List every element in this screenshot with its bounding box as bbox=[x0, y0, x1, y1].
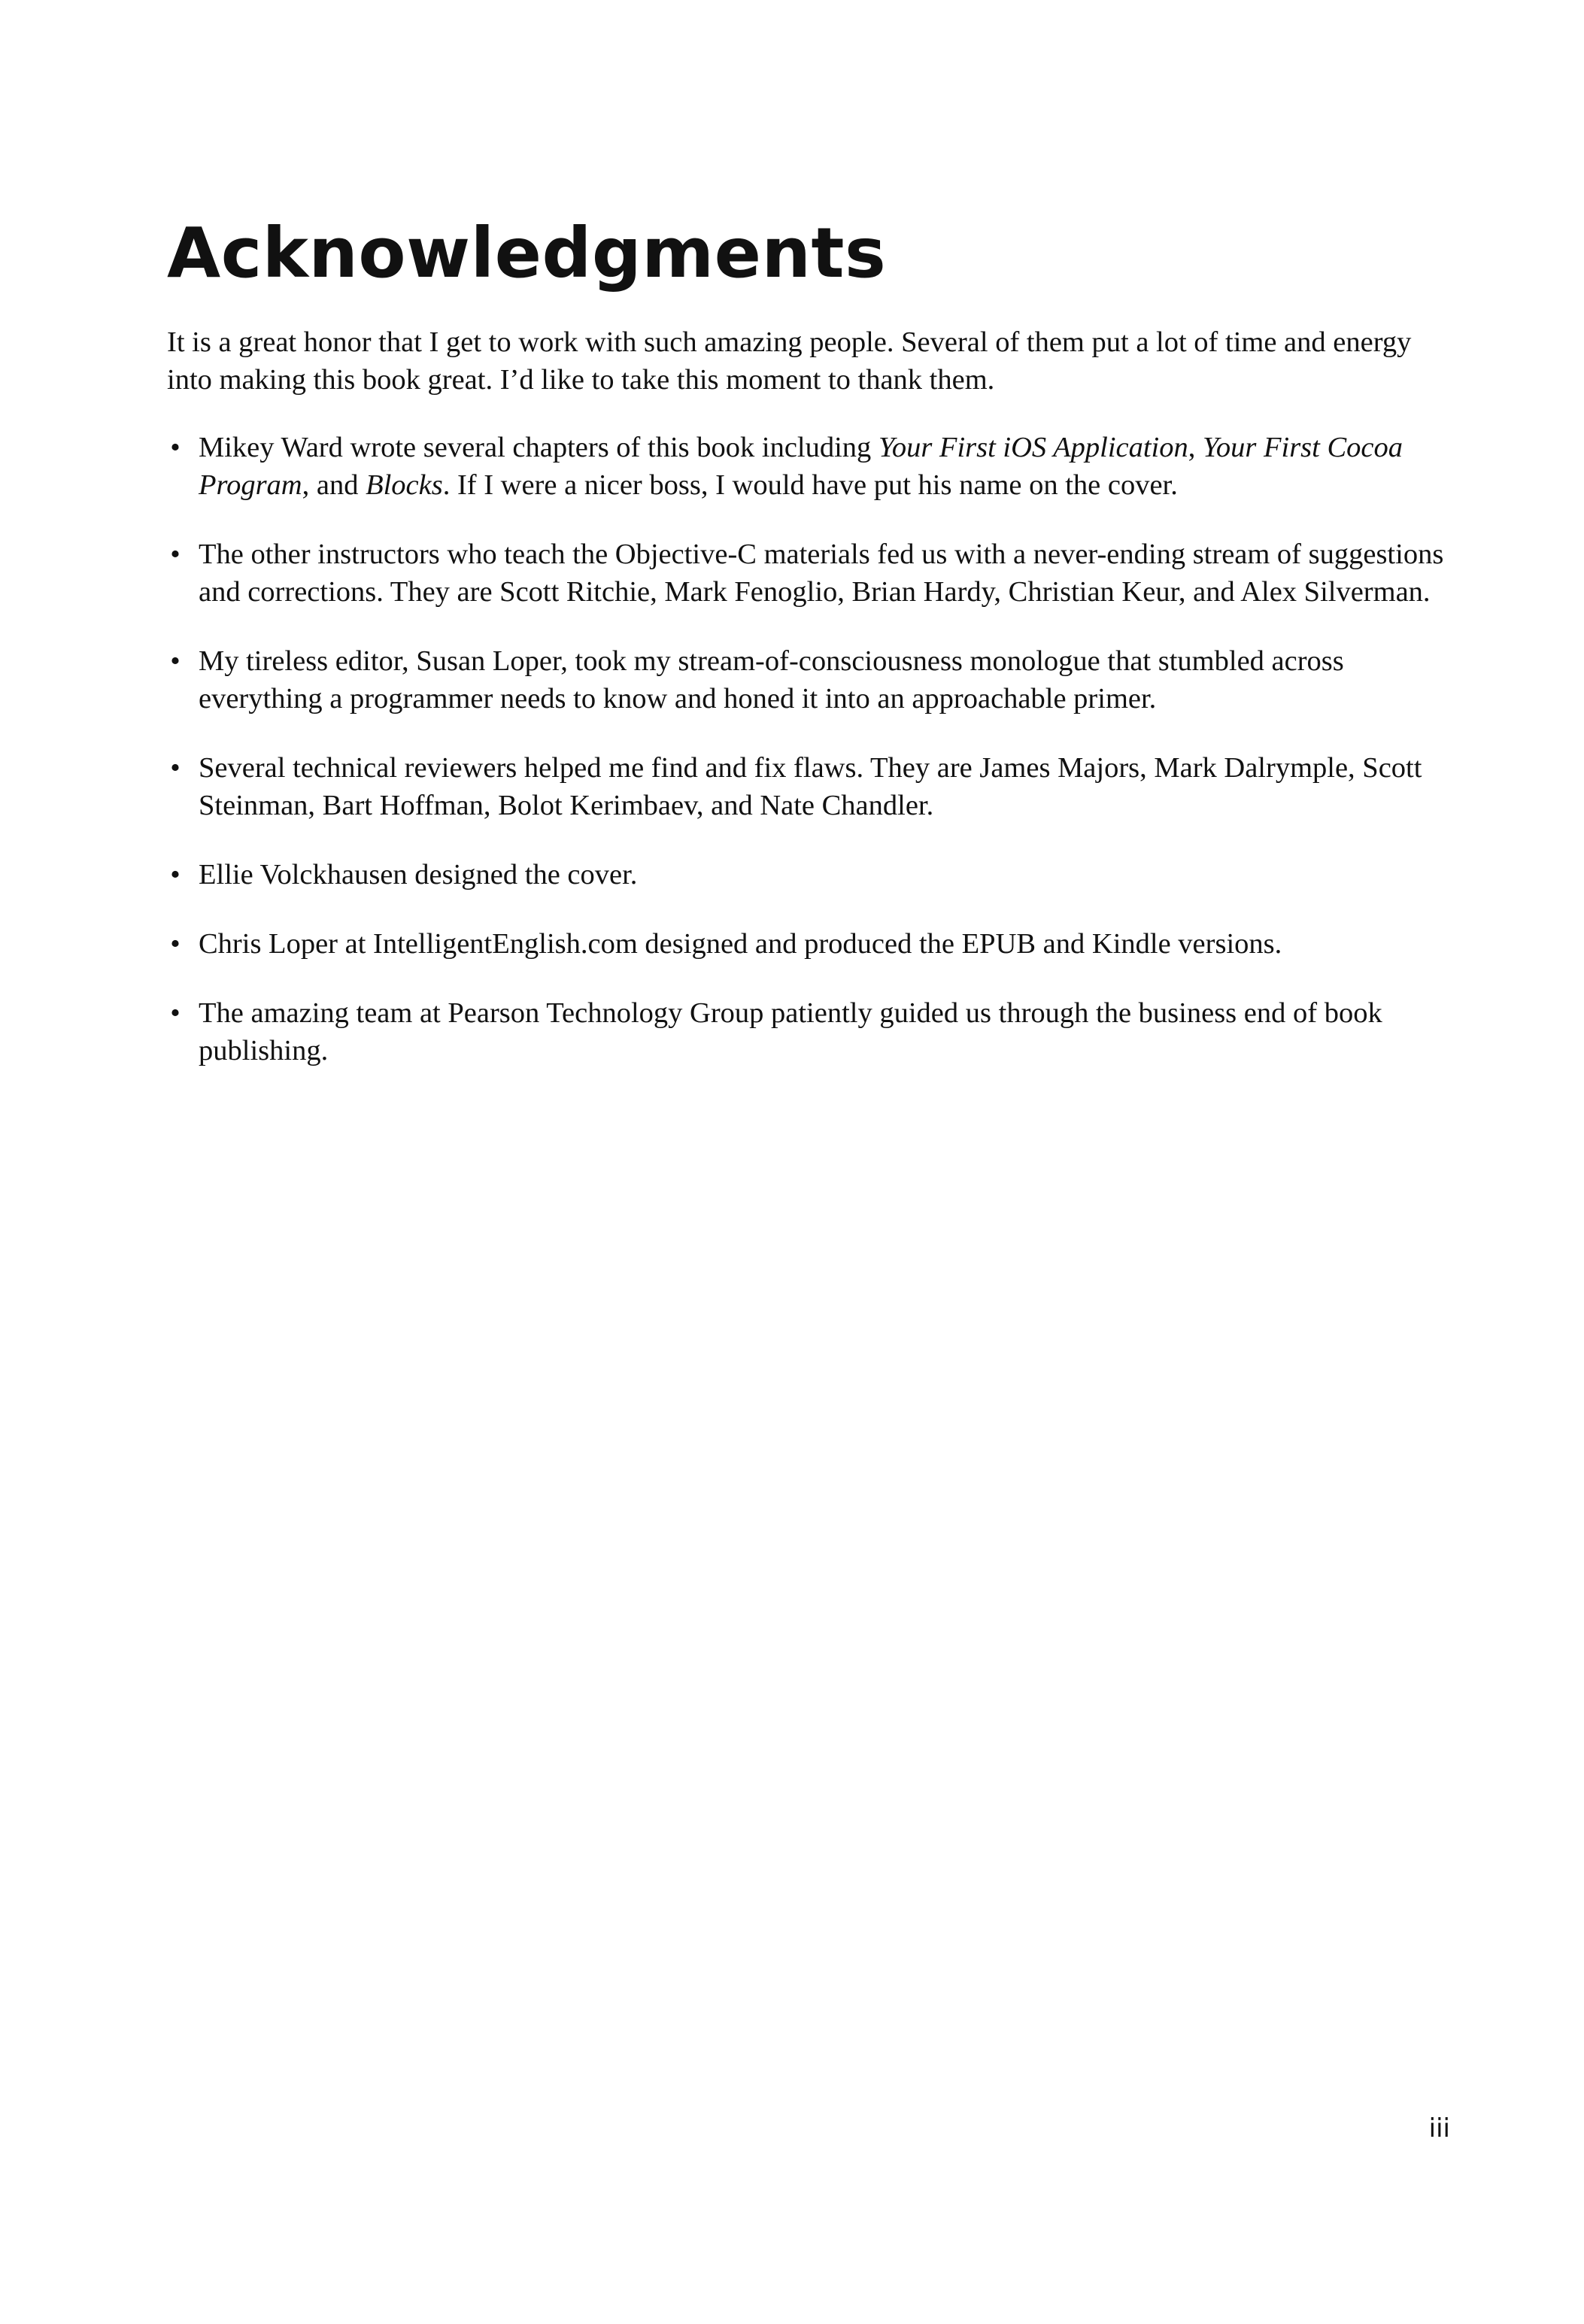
text-run: . If I were a nicer boss, I would have put his name on the cover. bbox=[442, 469, 1178, 501]
list-item bbox=[167, 642, 1446, 718]
list-item bbox=[167, 535, 1446, 611]
text-run: , and bbox=[302, 469, 366, 501]
list-item bbox=[167, 925, 1446, 963]
page-title: Acknowledgments bbox=[167, 213, 887, 293]
list-item bbox=[167, 749, 1446, 824]
acknowledgment-list bbox=[167, 429, 1446, 1069]
list-item-text bbox=[199, 432, 1403, 501]
bullet-icon: • bbox=[170, 928, 181, 960]
list-item-text: My tireless editor, Susan Loper, took my stream-of-consciousness monologue that stumbled across everything a programmer needs to know and honed it into an approachable primer. bbox=[199, 645, 1344, 714]
list-item bbox=[167, 994, 1446, 1069]
list-item-text: The amazing team at Pearson Technology Group patiently guided us through the business end of book publishing. bbox=[199, 997, 1382, 1066]
list-item bbox=[167, 856, 1446, 893]
list-item-text: Chris Loper at IntelligentEnglish.com designed and produced the EPUB and Kindle versions. bbox=[199, 928, 1282, 960]
list-item-text: Ellie Volckhausen designed the cover. bbox=[199, 859, 638, 890]
intro-paragraph: It is a great honor that I get to work with such amazing people. Several of them put a lot of time and energy into making this book great. I’d like to take this moment to thank them. bbox=[167, 326, 1412, 396]
bullet-icon: • bbox=[170, 539, 181, 570]
text-run: Mikey Ward wrote several chapters of this book including bbox=[199, 432, 878, 463]
list-item bbox=[167, 429, 1446, 504]
page-content bbox=[167, 323, 1446, 1101]
list-item-text: Several technical reviewers helped me find and fix flaws. They are James Majors, Mark Dalrymple, Scott Steinman, Bart Hoffman, Bolot Kerimbaev, and Nate Chandler. bbox=[199, 752, 1422, 821]
page-number: iii bbox=[1428, 2113, 1450, 2143]
italic-title: Your First Cocoa Program bbox=[199, 432, 1403, 501]
italic-title: Your First iOS Application bbox=[878, 432, 1188, 463]
italic-title: Blocks bbox=[366, 469, 443, 501]
text-run: , bbox=[1188, 432, 1203, 463]
bullet-icon: • bbox=[170, 752, 181, 784]
bullet-icon: • bbox=[170, 432, 181, 463]
bullet-icon: • bbox=[170, 645, 181, 677]
bullet-icon: • bbox=[170, 997, 181, 1029]
bullet-icon: • bbox=[170, 859, 181, 890]
list-item-text: The other instructors who teach the Objective-C materials fed us with a never-ending stream of suggestions and corrections. They are Scott Ritchie, Mark Fenoglio, Brian Hardy, Christian Keur, and Alex Silverman. bbox=[199, 539, 1444, 608]
